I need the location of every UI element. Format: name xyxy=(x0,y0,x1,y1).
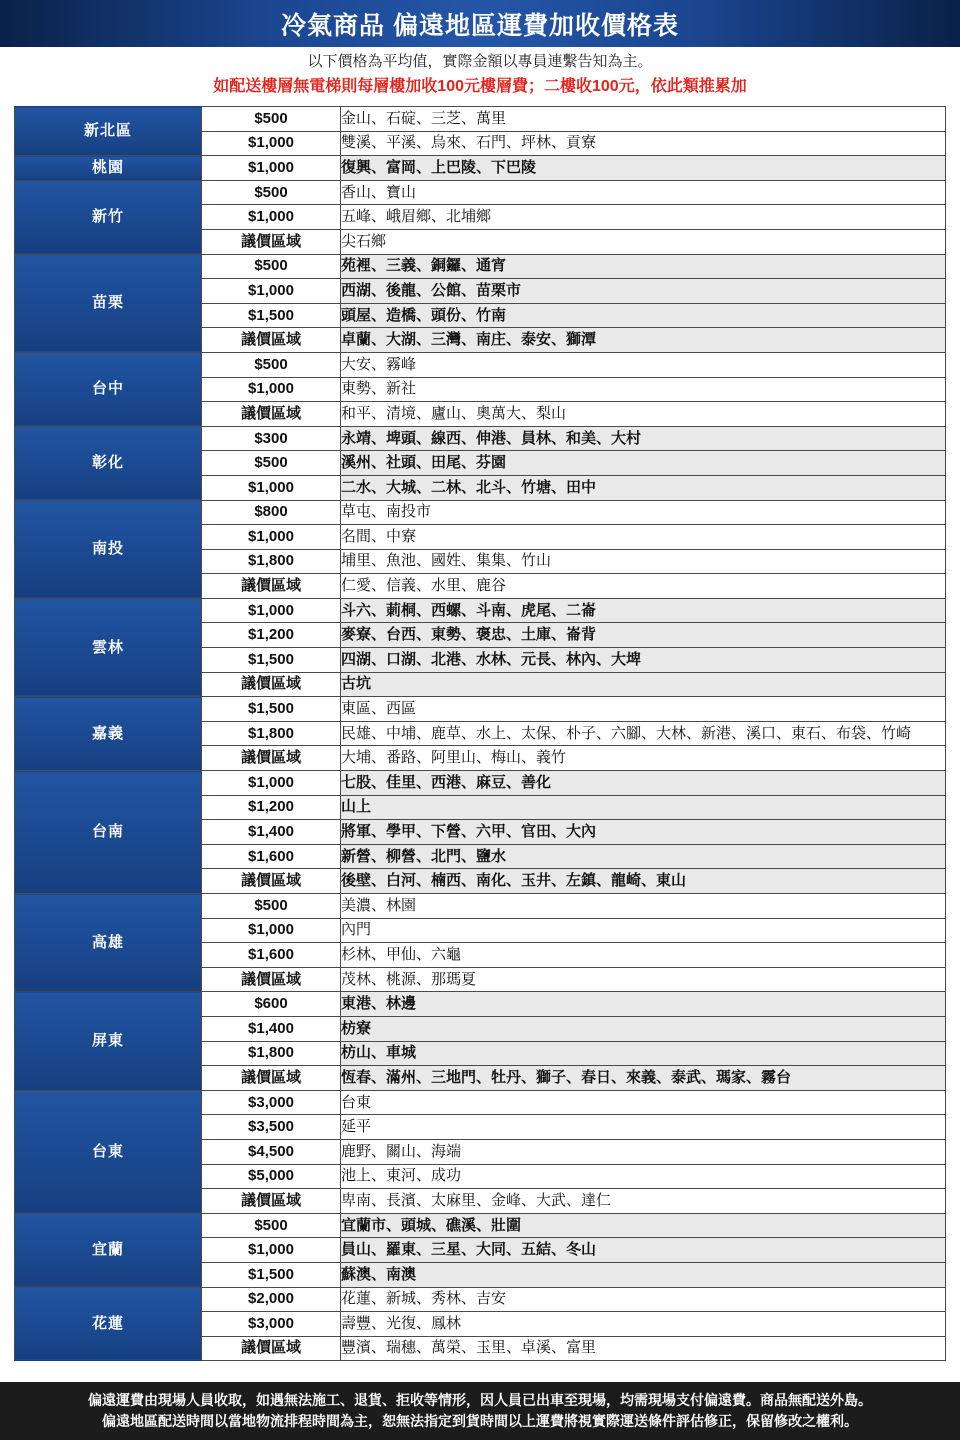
region-name: 彰化 xyxy=(15,426,202,500)
area-list: 枋山、車城 xyxy=(341,1041,946,1066)
fee-price: 議價區域 xyxy=(202,869,341,894)
area-list: 山上 xyxy=(341,795,946,820)
area-list: 枋寮 xyxy=(341,1016,946,1041)
region-name: 苗栗 xyxy=(15,254,202,352)
area-list: 斗六、莿桐、西螺、斗南、虎尾、二崙 xyxy=(341,598,946,623)
area-list: 池上、東河、成功 xyxy=(341,1164,946,1189)
region-name: 屏東 xyxy=(15,992,202,1090)
footer-line-collection: 偏遠運費由現場人員收取，如遇無法施工、退貨、拒收等情形，因人員已出車至現場，均需現場支付偏遠費。商品無配送外島。 xyxy=(88,1392,872,1408)
fee-price: 議價區域 xyxy=(202,672,341,697)
fee-price: $1,500 xyxy=(202,697,341,722)
region-name: 台南 xyxy=(15,771,202,894)
fee-price: 議價區域 xyxy=(202,229,341,254)
area-list: 香山、寶山 xyxy=(341,180,946,205)
area-list: 金山、石碇、三芝、萬里 xyxy=(341,107,946,132)
fee-price: $1,200 xyxy=(202,623,341,648)
fee-price: $1,500 xyxy=(202,1262,341,1287)
area-list: 尖石鄉 xyxy=(341,229,946,254)
fee-price: $3,500 xyxy=(202,1115,341,1140)
region-name: 新北區 xyxy=(15,107,202,156)
fee-price: 議價區域 xyxy=(202,574,341,599)
area-list: 大安、霧峰 xyxy=(341,352,946,377)
fee-price: $1,200 xyxy=(202,795,341,820)
region-name: 台中 xyxy=(15,352,202,426)
area-list: 茂林、桃源、那瑪夏 xyxy=(341,967,946,992)
area-list: 溪州、社頭、田尾、芬園 xyxy=(341,451,946,476)
fee-price: $1,000 xyxy=(202,279,341,304)
region-name: 雲林 xyxy=(15,598,202,696)
area-list: 台東 xyxy=(341,1090,946,1115)
fee-price: $1,000 xyxy=(202,771,341,796)
fee-table-body xyxy=(15,107,946,1361)
table-row xyxy=(15,254,946,279)
fee-price: $600 xyxy=(202,992,341,1017)
fee-price: $1,000 xyxy=(202,475,341,500)
area-list: 大埔、番路、阿里山、梅山、義竹 xyxy=(341,746,946,771)
fee-price: 議價區域 xyxy=(202,402,341,427)
fee-price: 議價區域 xyxy=(202,746,341,771)
footer-notice xyxy=(0,1382,960,1440)
fee-price: $1,500 xyxy=(202,648,341,673)
area-list: 頭屋、造橋、頭份、竹南 xyxy=(341,303,946,328)
area-list: 杉林、甲仙、六龜 xyxy=(341,943,946,968)
fee-price: $1,000 xyxy=(202,598,341,623)
region-name: 高雄 xyxy=(15,894,202,992)
region-name: 新竹 xyxy=(15,180,202,254)
fee-price: $2,000 xyxy=(202,1287,341,1312)
area-list: 壽豐、光復、鳳林 xyxy=(341,1312,946,1337)
area-list: 花蓮、新城、秀林、吉安 xyxy=(341,1287,946,1312)
table-row xyxy=(15,894,946,919)
area-list: 復興、富岡、上巴陵、下巴陵 xyxy=(341,156,946,181)
fee-price: $1,800 xyxy=(202,549,341,574)
area-list: 草屯、南投市 xyxy=(341,500,946,525)
fee-price: $500 xyxy=(202,1213,341,1238)
fee-price: $800 xyxy=(202,500,341,525)
area-list: 卓蘭、大湖、三灣、南庄、泰安、獅潭 xyxy=(341,328,946,353)
area-list: 將軍、學甲、下營、六甲、官田、大內 xyxy=(341,820,946,845)
area-list: 延平 xyxy=(341,1115,946,1140)
table-row xyxy=(15,107,946,132)
fee-price: $1,600 xyxy=(202,844,341,869)
average-price-note: 以下價格為平均值，實際金額以專員連繫告知為主。 xyxy=(307,53,653,70)
area-list: 五峰、峨眉鄉、北埔鄉 xyxy=(341,205,946,230)
area-list: 恆春、滿州、三地門、牡丹、獅子、春日、來義、泰武、瑪家、霧台 xyxy=(341,1066,946,1091)
area-list: 民雄、中埔、鹿草、水上、太保、朴子、六腳、大林、新港、溪口、東石、布袋、竹崎 xyxy=(341,721,946,746)
region-name: 南投 xyxy=(15,500,202,598)
fee-price: $300 xyxy=(202,426,341,451)
area-list: 和平、清境、廬山、奧萬大、梨山 xyxy=(341,402,946,427)
table-row xyxy=(15,156,946,181)
fee-price: $1,000 xyxy=(202,918,341,943)
fee-price: $500 xyxy=(202,254,341,279)
area-list: 四湖、口湖、北港、水林、元長、林內、大埤 xyxy=(341,648,946,673)
fee-price: $500 xyxy=(202,451,341,476)
area-list: 新營、柳營、北門、鹽水 xyxy=(341,844,946,869)
area-list: 內門 xyxy=(341,918,946,943)
area-list: 員山、羅東、三星、大同、五結、冬山 xyxy=(341,1238,946,1263)
fee-price: $5,000 xyxy=(202,1164,341,1189)
fee-price: $500 xyxy=(202,180,341,205)
fee-price: $1,600 xyxy=(202,943,341,968)
table-row xyxy=(15,180,946,205)
area-list: 永靖、埤頭、線西、伸港、員林、和美、大村 xyxy=(341,426,946,451)
fee-price: $1,000 xyxy=(202,525,341,550)
area-list: 蘇澳、南澳 xyxy=(341,1262,946,1287)
fee-price: 議價區域 xyxy=(202,1189,341,1214)
area-list: 宜蘭市、頭城、礁溪、壯圍 xyxy=(341,1213,946,1238)
region-name: 桃園 xyxy=(15,156,202,181)
fee-price: $1,000 xyxy=(202,1238,341,1263)
area-list: 東港、林邊 xyxy=(341,992,946,1017)
table-row xyxy=(15,1287,946,1312)
fee-price: 議價區域 xyxy=(202,1336,341,1361)
footer-line-schedule: 偏遠地區配送時間以當地物流排程時間為主，恕無法指定到貨時間以上運費將視實際運送條件評估修正，保留修改之權利。 xyxy=(102,1413,858,1429)
floor-fee-note: 如配送樓層無電梯則每層樓加收100元樓層費；二樓收100元，依此類推累加 xyxy=(213,78,747,95)
area-list: 古坑 xyxy=(341,672,946,697)
area-list: 東勢、新社 xyxy=(341,377,946,402)
fee-price: 議價區域 xyxy=(202,967,341,992)
area-list: 美濃、林園 xyxy=(341,894,946,919)
table-row xyxy=(15,992,946,1017)
area-list: 七股、佳里、西港、麻豆、善化 xyxy=(341,771,946,796)
fee-price: $4,500 xyxy=(202,1139,341,1164)
area-list: 豐濱、瑞穗、萬榮、玉里、卓溪、富里 xyxy=(341,1336,946,1361)
table-row xyxy=(15,598,946,623)
fee-price: $500 xyxy=(202,352,341,377)
fee-price: 議價區域 xyxy=(202,1066,341,1091)
area-list: 仁愛、信義、水里、鹿谷 xyxy=(341,574,946,599)
area-list: 西湖、後龍、公館、苗栗市 xyxy=(341,279,946,304)
area-list: 鹿野、關山、海端 xyxy=(341,1139,946,1164)
area-list: 名間、中寮 xyxy=(341,525,946,550)
fee-price: $3,000 xyxy=(202,1090,341,1115)
table-row xyxy=(15,352,946,377)
area-list: 雙溪、平溪、烏來、石門、坪林、貢寮 xyxy=(341,131,946,156)
fee-price: $3,000 xyxy=(202,1312,341,1337)
table-row xyxy=(15,1213,946,1238)
table-row xyxy=(15,1090,946,1115)
page-title: 冷氣商品 偏遠地區運費加收價格表 xyxy=(281,11,679,40)
region-name: 嘉義 xyxy=(15,697,202,771)
fee-price: $1,800 xyxy=(202,1041,341,1066)
area-list: 卑南、長濱、太麻里、金峰、大武、達仁 xyxy=(341,1189,946,1214)
table-row xyxy=(15,771,946,796)
fee-price: $1,000 xyxy=(202,131,341,156)
title-banner xyxy=(0,0,960,47)
fee-price: $500 xyxy=(202,894,341,919)
area-list: 埔里、魚池、國姓、集集、竹山 xyxy=(341,549,946,574)
table-row xyxy=(15,500,946,525)
table-row xyxy=(15,426,946,451)
region-name: 台東 xyxy=(15,1090,202,1213)
table-row xyxy=(15,697,946,722)
fee-price: $1,800 xyxy=(202,721,341,746)
fee-price: $1,000 xyxy=(202,205,341,230)
region-name: 花蓮 xyxy=(15,1287,202,1361)
area-list: 苑裡、三義、銅鑼、通宵 xyxy=(341,254,946,279)
fee-price: $1,000 xyxy=(202,377,341,402)
fee-price: $1,000 xyxy=(202,156,341,181)
fee-price: 議價區域 xyxy=(202,328,341,353)
fee-price: $1,400 xyxy=(202,820,341,845)
area-list: 二水、大城、二林、北斗、竹塘、田中 xyxy=(341,475,946,500)
region-name: 宜蘭 xyxy=(15,1213,202,1287)
area-list: 東區、西區 xyxy=(341,697,946,722)
fee-price: $1,400 xyxy=(202,1016,341,1041)
remote-fee-table xyxy=(14,106,946,1361)
area-list: 麥寮、台西、東勢、褒忠、土庫、崙背 xyxy=(341,623,946,648)
fee-price: $1,500 xyxy=(202,303,341,328)
area-list: 後壁、白河、楠西、南化、玉井、左鎮、龍崎、東山 xyxy=(341,869,946,894)
fee-price: $500 xyxy=(202,107,341,132)
